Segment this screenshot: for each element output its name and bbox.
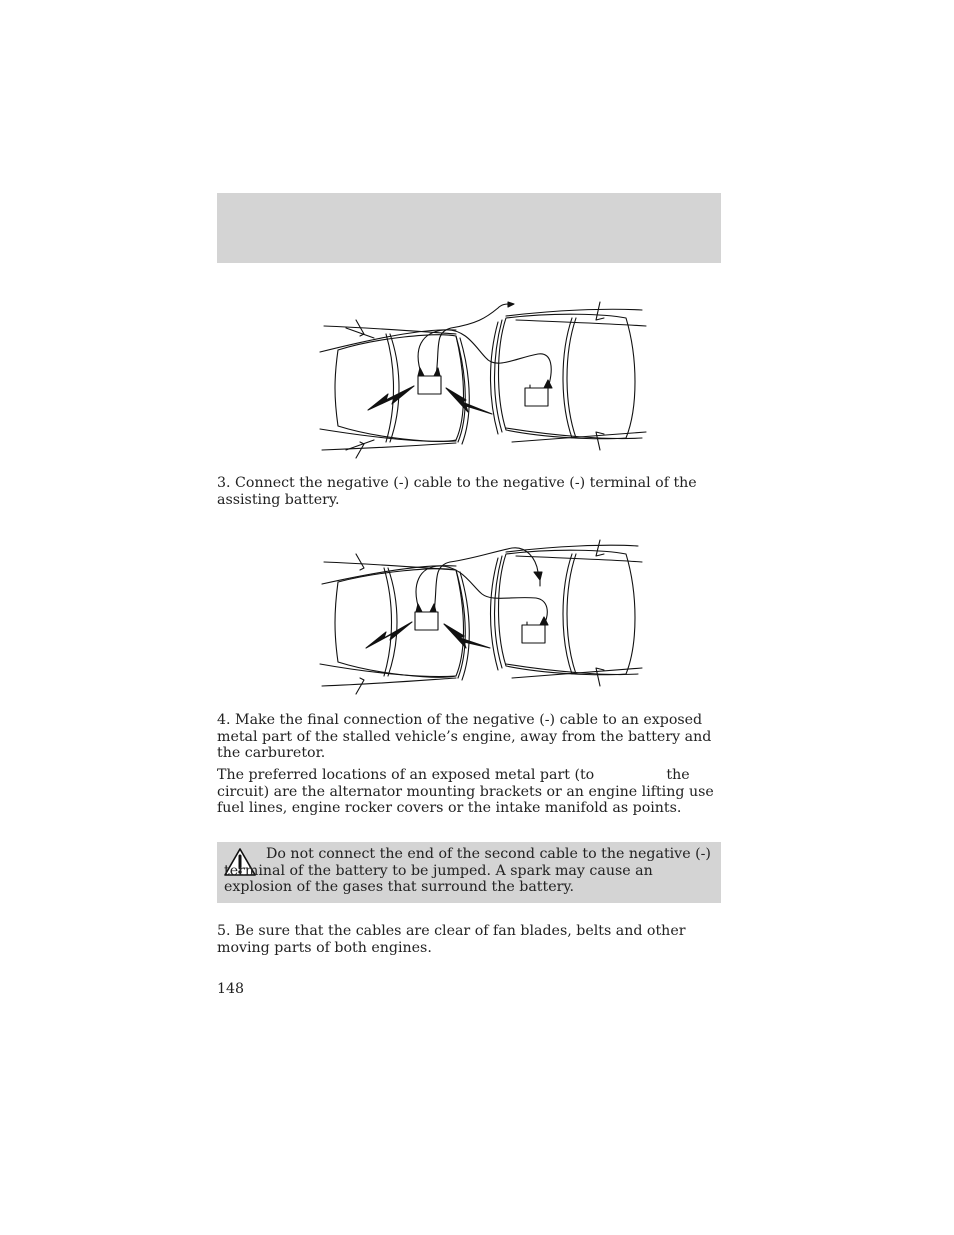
battery-assisting [522,625,545,643]
header-band [217,193,721,263]
jump-start-diagram-step3 [316,298,648,464]
battery-assisting [525,388,548,406]
warning-text: Do not connect the end of the second cable to the negative (-) terminal of the battery to be jumped. A spark may cause an explosion of the gases that surround the battery. [224,846,711,895]
spark-left [368,386,414,410]
spark-left [366,622,412,648]
step-4-text: 4. Make the final connection of the negative (-) cable to an exposed metal part of the stalled vehicle’s engine, away from the battery and the carburetor. [217,712,712,761]
stalled-car-illustration [320,554,469,694]
jump-start-diagram-step4 [316,536,648,698]
spark-right [444,624,490,648]
assisting-car-illustration [491,302,647,450]
step-3-text: 3. Connect the negative (-) cable to the negative (-) terminal of the assisting battery. [217,475,697,508]
battery-stalled [415,612,438,630]
preferred-locations-text: The preferred locations of an exposed metal part (to the circuit) are the alternator mounting brackets or an engine lifting use fuel lines, engine rocker covers or the intake manifold as points. [217,767,719,816]
page-number: 148 [217,981,245,997]
jumper-cable-negative [434,548,538,612]
warning-box [217,842,721,903]
assisting-car-illustration [491,540,643,686]
battery-stalled [418,376,441,394]
step-5-text: 5. Be sure that the cables are clear of fan blades, belts and other moving parts of both engines. [217,923,686,956]
